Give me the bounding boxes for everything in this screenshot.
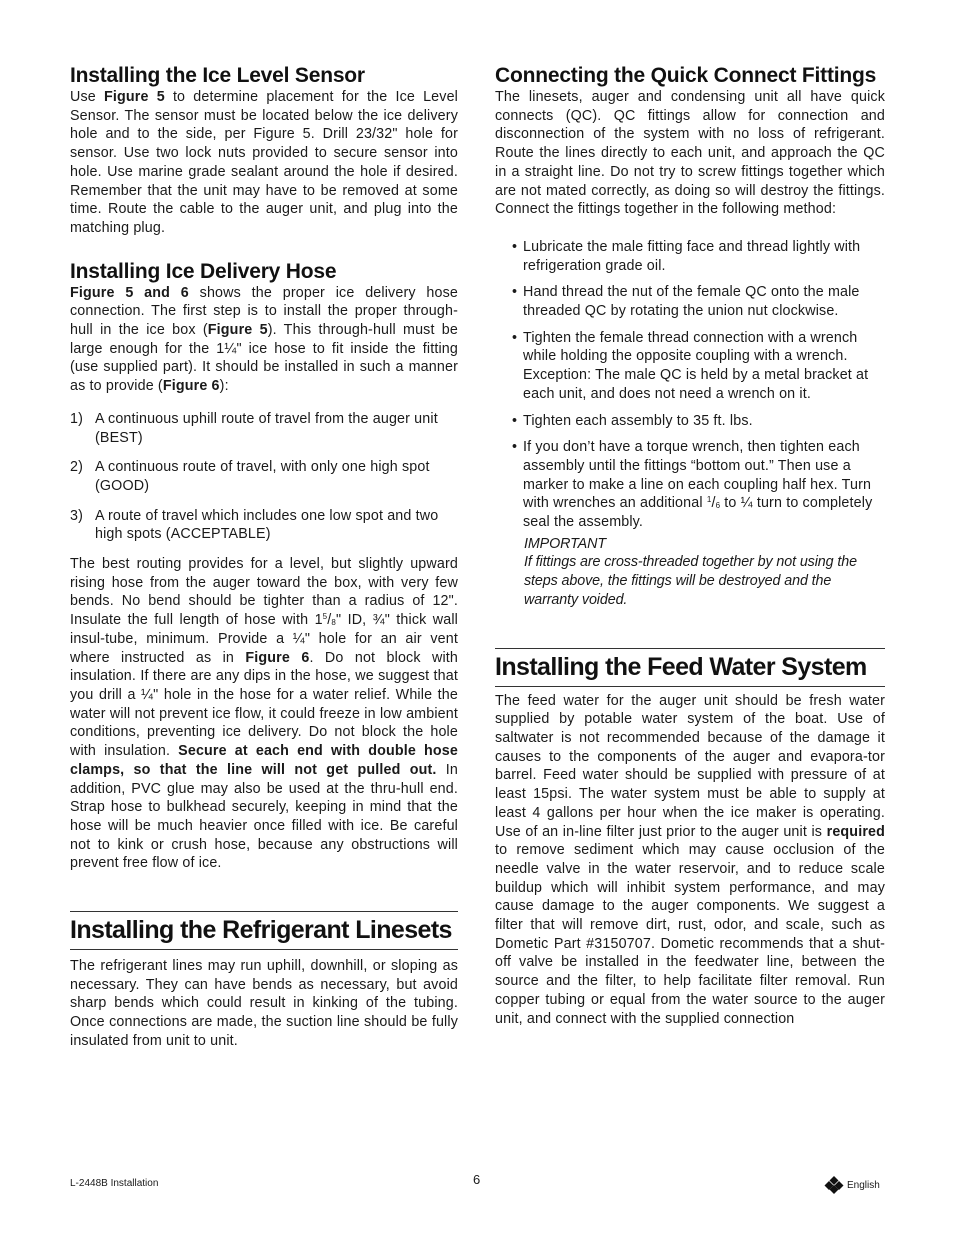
heading-feed-water: Installing the Feed Water System: [495, 652, 867, 681]
qc-intro-paragraph: The linesets, auger and condensing unit all have quick connects (QC). QC fittings allow for connection and disconnection of the system with no loss of refrigerant. Route the lines directly to each unit, and approach the QC in a straight line. Do not try to screw fittings together which are not mated correctly, as doing so will destroy the fittings. Connect the fittings together in the following method:: [495, 89, 885, 218]
routing-options-list: [70, 410, 458, 544]
footer-language: [824, 1176, 880, 1194]
left-column: [70, 64, 458, 1051]
heading-rule: [495, 648, 885, 687]
feed-water-paragraph: The feed water for the auger unit should be fresh water supplied by potable water system of the boat. Use of saltwater is not recommended because of the damage it causes to the components of the auger and evapora-tor barrel. Feed water should be supplied with pressure of at least 15psi. The water system must be able to supply at least 4 gallons per hour when the ice maker is operating. Use of an in-line filter just prior to the auger unit is required to remove sediment which may cause occlusion of the needle valve in the water reservoir, and to reduce scale buildup which will inhibit system performance, and may cause damage to the auger components. We suggest a filter that will remove dirt, rust, odor, and scale, such as Dometic Part #3150707. Dometic recommends that a shut-off valve be installed in the feedwater line, between the source and the filter, to help facilitate filter removal. Run copper tubing or equal from the water source to the auger unit, and connect with the supplied connection: [495, 692, 886, 1027]
linesets-paragraph: The refrigerant lines may run uphill, downhill, or sloping as necessary. They can have bends as necessary, but avoid sharp bends which could result in kinking of the tubing. Once connections are made, the suction line should be fully insulated from unit to unit.: [70, 958, 458, 1049]
section-ice-delivery-hose: [70, 260, 458, 873]
heading-ice-delivery-hose: Installing Ice Delivery Hose: [70, 259, 337, 283]
list-item: • Tighten each assembly to 35 ft. lbs.: [512, 412, 753, 429]
list-item: • Hand thread the nut of the female QC onto the male threaded QC by rotating the union nut clockwise.: [512, 284, 860, 320]
important-text: If fittings are cross-threaded together by not using the steps above, the fittings will be destroyed and the warranty voided.: [524, 554, 857, 608]
important-title: IMPORTANT: [524, 535, 606, 552]
page-number: 6: [473, 1172, 481, 1187]
footer-doc-id: L-2448B Installation: [70, 1178, 159, 1189]
list-item: • If you don’t have a torque wrench, then tighten each assembly until the fittings “bottom out.” Then use a marker to make a line on each coupling half hex. Turn with wrenches an additional $^1/_6$ to ¼ turn to completely seal the assembly.: [512, 439, 873, 531]
list-item: • Tighten the female thread connection with a wrench while holding the opposite coupling with a wrench. Exception: The male QC is held by a metal bracket at each unit, and does not need a wrench on it.: [512, 329, 869, 402]
list-item: 3) A route of travel which includes one low spot and two high spots (ACCEPTABLE): [70, 507, 439, 543]
heading-quick-connect: Connecting the Quick Connect Fittings: [495, 64, 877, 87]
language-label: English: [847, 1179, 880, 1191]
section-ice-level-sensor: [70, 64, 458, 238]
section-refrigerant-linesets: [70, 911, 458, 1051]
important-note: [495, 535, 885, 610]
routing-paragraph: The best routing provides for a level, but slightly upward rising hose from the auger toward the box, with very few bends. No bend should be tighter than a radius of 12". Insulate the full length of hose with $1^5/_8$" ID, ¾" thick wall insul-tube, minimum. Provide a ¼" hole for an air vent where instructed as in Figure 6. Do not block with insulation. If there are any dips in the hose, we suggest that you drill a ¼" hole in the hose for a water relief. While the water will not prevent ice flow, it could freeze in low ambient conditions, preventing ice delivery. Do not block the hole with insulation. Secure at each end with double hose clamps, so that the line will not get pulled out. In addition, PVC glue may also be used at the thru-hull end. Strap hose to bulkhead securely, keeping in mind that the hose will be much heavier once filled with ice. Be careful not to kink or crush hose, because any obstructions will prevent free flow of ice.: [70, 556, 459, 872]
diamond-cluster-icon: [824, 1176, 844, 1194]
heading-refrigerant-linesets: Installing the Refrigerant Linesets: [70, 916, 452, 945]
heading-ice-level-sensor: Installing the Ice Level Sensor: [70, 64, 365, 87]
list-item: 2) A continuous route of travel, with only one high spot (GOOD): [70, 459, 430, 494]
sensor-paragraph: Use Figure 5 to determine placement for the Ice Level Sensor. The sensor must be located below the ice delivery hole and to the side, per Figure 5. Drill 23/32" hole for sensor. Use two lock nuts provided to secure sensor into hole. Use marine grade sealant around the hole if desired. Remember that the unit may have to be removed at some time. Route the cable to the auger unit, and plug into the matching plug.: [70, 89, 459, 236]
list-item: 1) A continuous uphill route of travel from the auger unit (BEST): [70, 410, 438, 446]
hose-intro-paragraph: Figure 5 and 6 shows the proper ice delivery hose connection. The first step is to install the proper through-hull in the ice box (Figure 5). This through-hull must be large enough for the 1¼" ice hose to fit inside the fitting (use supplied part). It should be installed in such a manner as to provide (Figure 6):: [70, 284, 459, 395]
qc-steps-list: [495, 238, 885, 532]
list-item: • Lubricate the male fitting face and thread lightly with refrigeration grade oil.: [512, 238, 861, 274]
right-column: [495, 64, 885, 1028]
section-feed-water: [495, 648, 885, 1029]
heading-rule: [70, 911, 458, 950]
section-quick-connect: [495, 64, 885, 610]
